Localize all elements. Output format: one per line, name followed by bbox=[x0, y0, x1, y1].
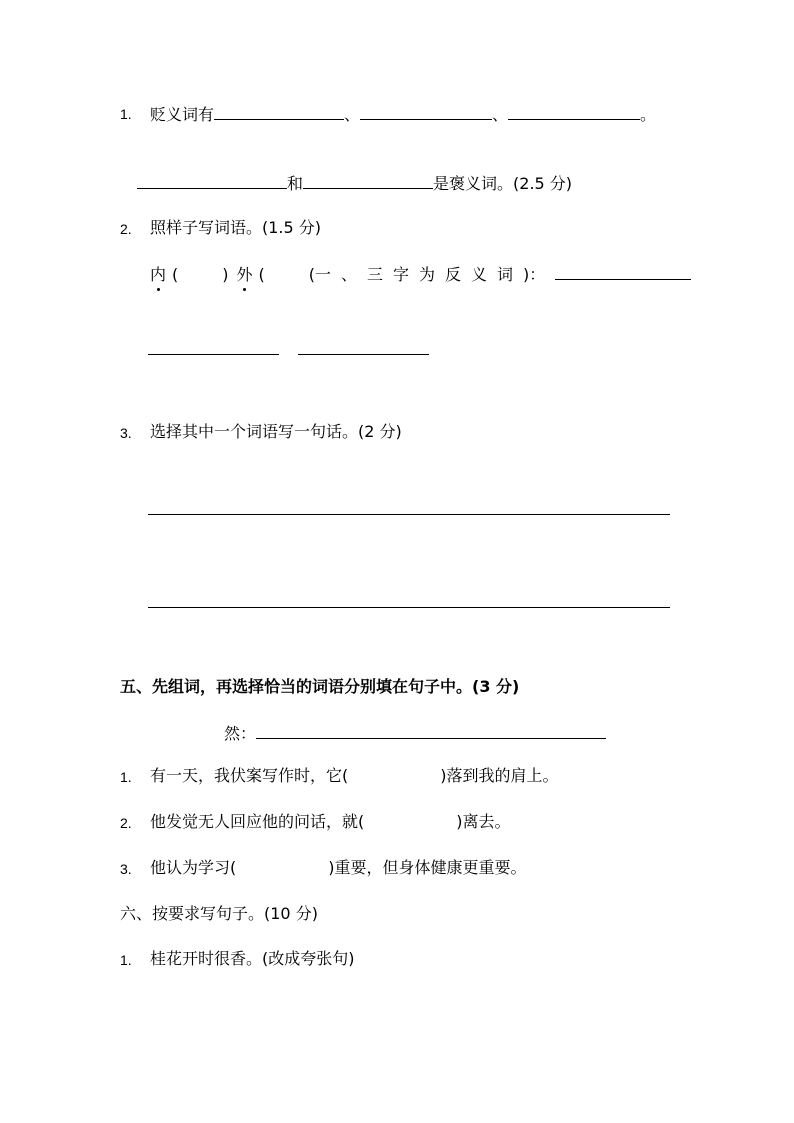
sec5-item3-after: )重要，但身体健康更重要。 bbox=[328, 858, 527, 877]
q1-line2-mid: 和 bbox=[287, 174, 304, 193]
sec5-ran-label: 然： bbox=[224, 724, 257, 743]
sec5-item2 bbox=[150, 812, 511, 832]
sec6-item1-text: 桂花开时很香。(改成夸张句) bbox=[150, 949, 355, 968]
q1-blank-1[interactable] bbox=[214, 103, 344, 120]
sec5-item2-number: 2. bbox=[120, 815, 132, 831]
sec5-item1-number: 1. bbox=[120, 769, 132, 785]
sec5-item3 bbox=[150, 858, 527, 878]
sec6-item1-number: 1. bbox=[120, 952, 132, 968]
sec5-item3-number: 3. bbox=[120, 861, 132, 877]
sec5-item1-before: 有一天，我伏案写作时，它( bbox=[150, 766, 349, 785]
q2-paren-open-b: ( bbox=[258, 265, 265, 284]
q2-paren-open-a: ( bbox=[172, 265, 179, 284]
q3-text: 选择其中一个词语写一句话。(2 分) bbox=[150, 422, 402, 441]
sec5-item2-before: 他发觉无人回应他的问话，就( bbox=[150, 812, 365, 831]
q1-number: 1. bbox=[120, 106, 132, 122]
q2-blank-1[interactable] bbox=[555, 263, 691, 280]
section-5-title: 五、先组词，再选择恰当的词语分别填在句子中。(3 分) bbox=[120, 677, 520, 696]
q2-paren-close-a: ) bbox=[222, 265, 229, 284]
q3-number: 3. bbox=[120, 425, 132, 441]
q2-answer-line-2[interactable] bbox=[298, 354, 429, 355]
q1-blank-4[interactable] bbox=[137, 172, 287, 189]
q2-char-nei: 内 bbox=[150, 265, 166, 285]
q1-line2 bbox=[137, 172, 572, 194]
q1-blank-3[interactable] bbox=[508, 103, 640, 120]
q1-blank-5[interactable] bbox=[303, 172, 433, 189]
q2-hint-body: 一、三字为反义词 bbox=[315, 265, 524, 284]
sec5-ran-blank[interactable] bbox=[256, 722, 606, 739]
q2-answer-line-1[interactable] bbox=[148, 354, 279, 355]
section-6-title: 六、按要求写句子。(10 分) bbox=[120, 904, 318, 923]
q1-sep-1: 、 bbox=[344, 105, 361, 124]
q1-line1 bbox=[150, 103, 656, 125]
q3-answer-line-1[interactable] bbox=[148, 514, 670, 515]
q2-hint-close: )： bbox=[523, 265, 546, 284]
sec5-item1-after: )落到我的肩上。 bbox=[440, 766, 559, 785]
q3-answer-line-2[interactable] bbox=[148, 607, 670, 608]
q1-line2-end: 是褒义词。(2.5 分) bbox=[433, 174, 573, 193]
q1-text: 贬义词有 bbox=[150, 105, 215, 124]
q2-text: 照样子写词语。(1.5 分) bbox=[150, 218, 322, 237]
sec5-ran-line bbox=[224, 722, 606, 744]
q1-end: 。 bbox=[640, 105, 657, 124]
q2-char-wai: 外 bbox=[237, 265, 253, 285]
q1-sep-2: 、 bbox=[492, 105, 509, 124]
sec5-item2-after: )离去。 bbox=[456, 812, 511, 831]
q1-blank-2[interactable] bbox=[360, 103, 492, 120]
q2-hint-open: ( bbox=[308, 265, 316, 284]
sec5-item1 bbox=[150, 766, 559, 786]
q2-number: 2. bbox=[120, 221, 132, 237]
q2-pattern-line bbox=[150, 263, 691, 285]
sec5-item3-before: 他认为学习( bbox=[150, 858, 237, 877]
